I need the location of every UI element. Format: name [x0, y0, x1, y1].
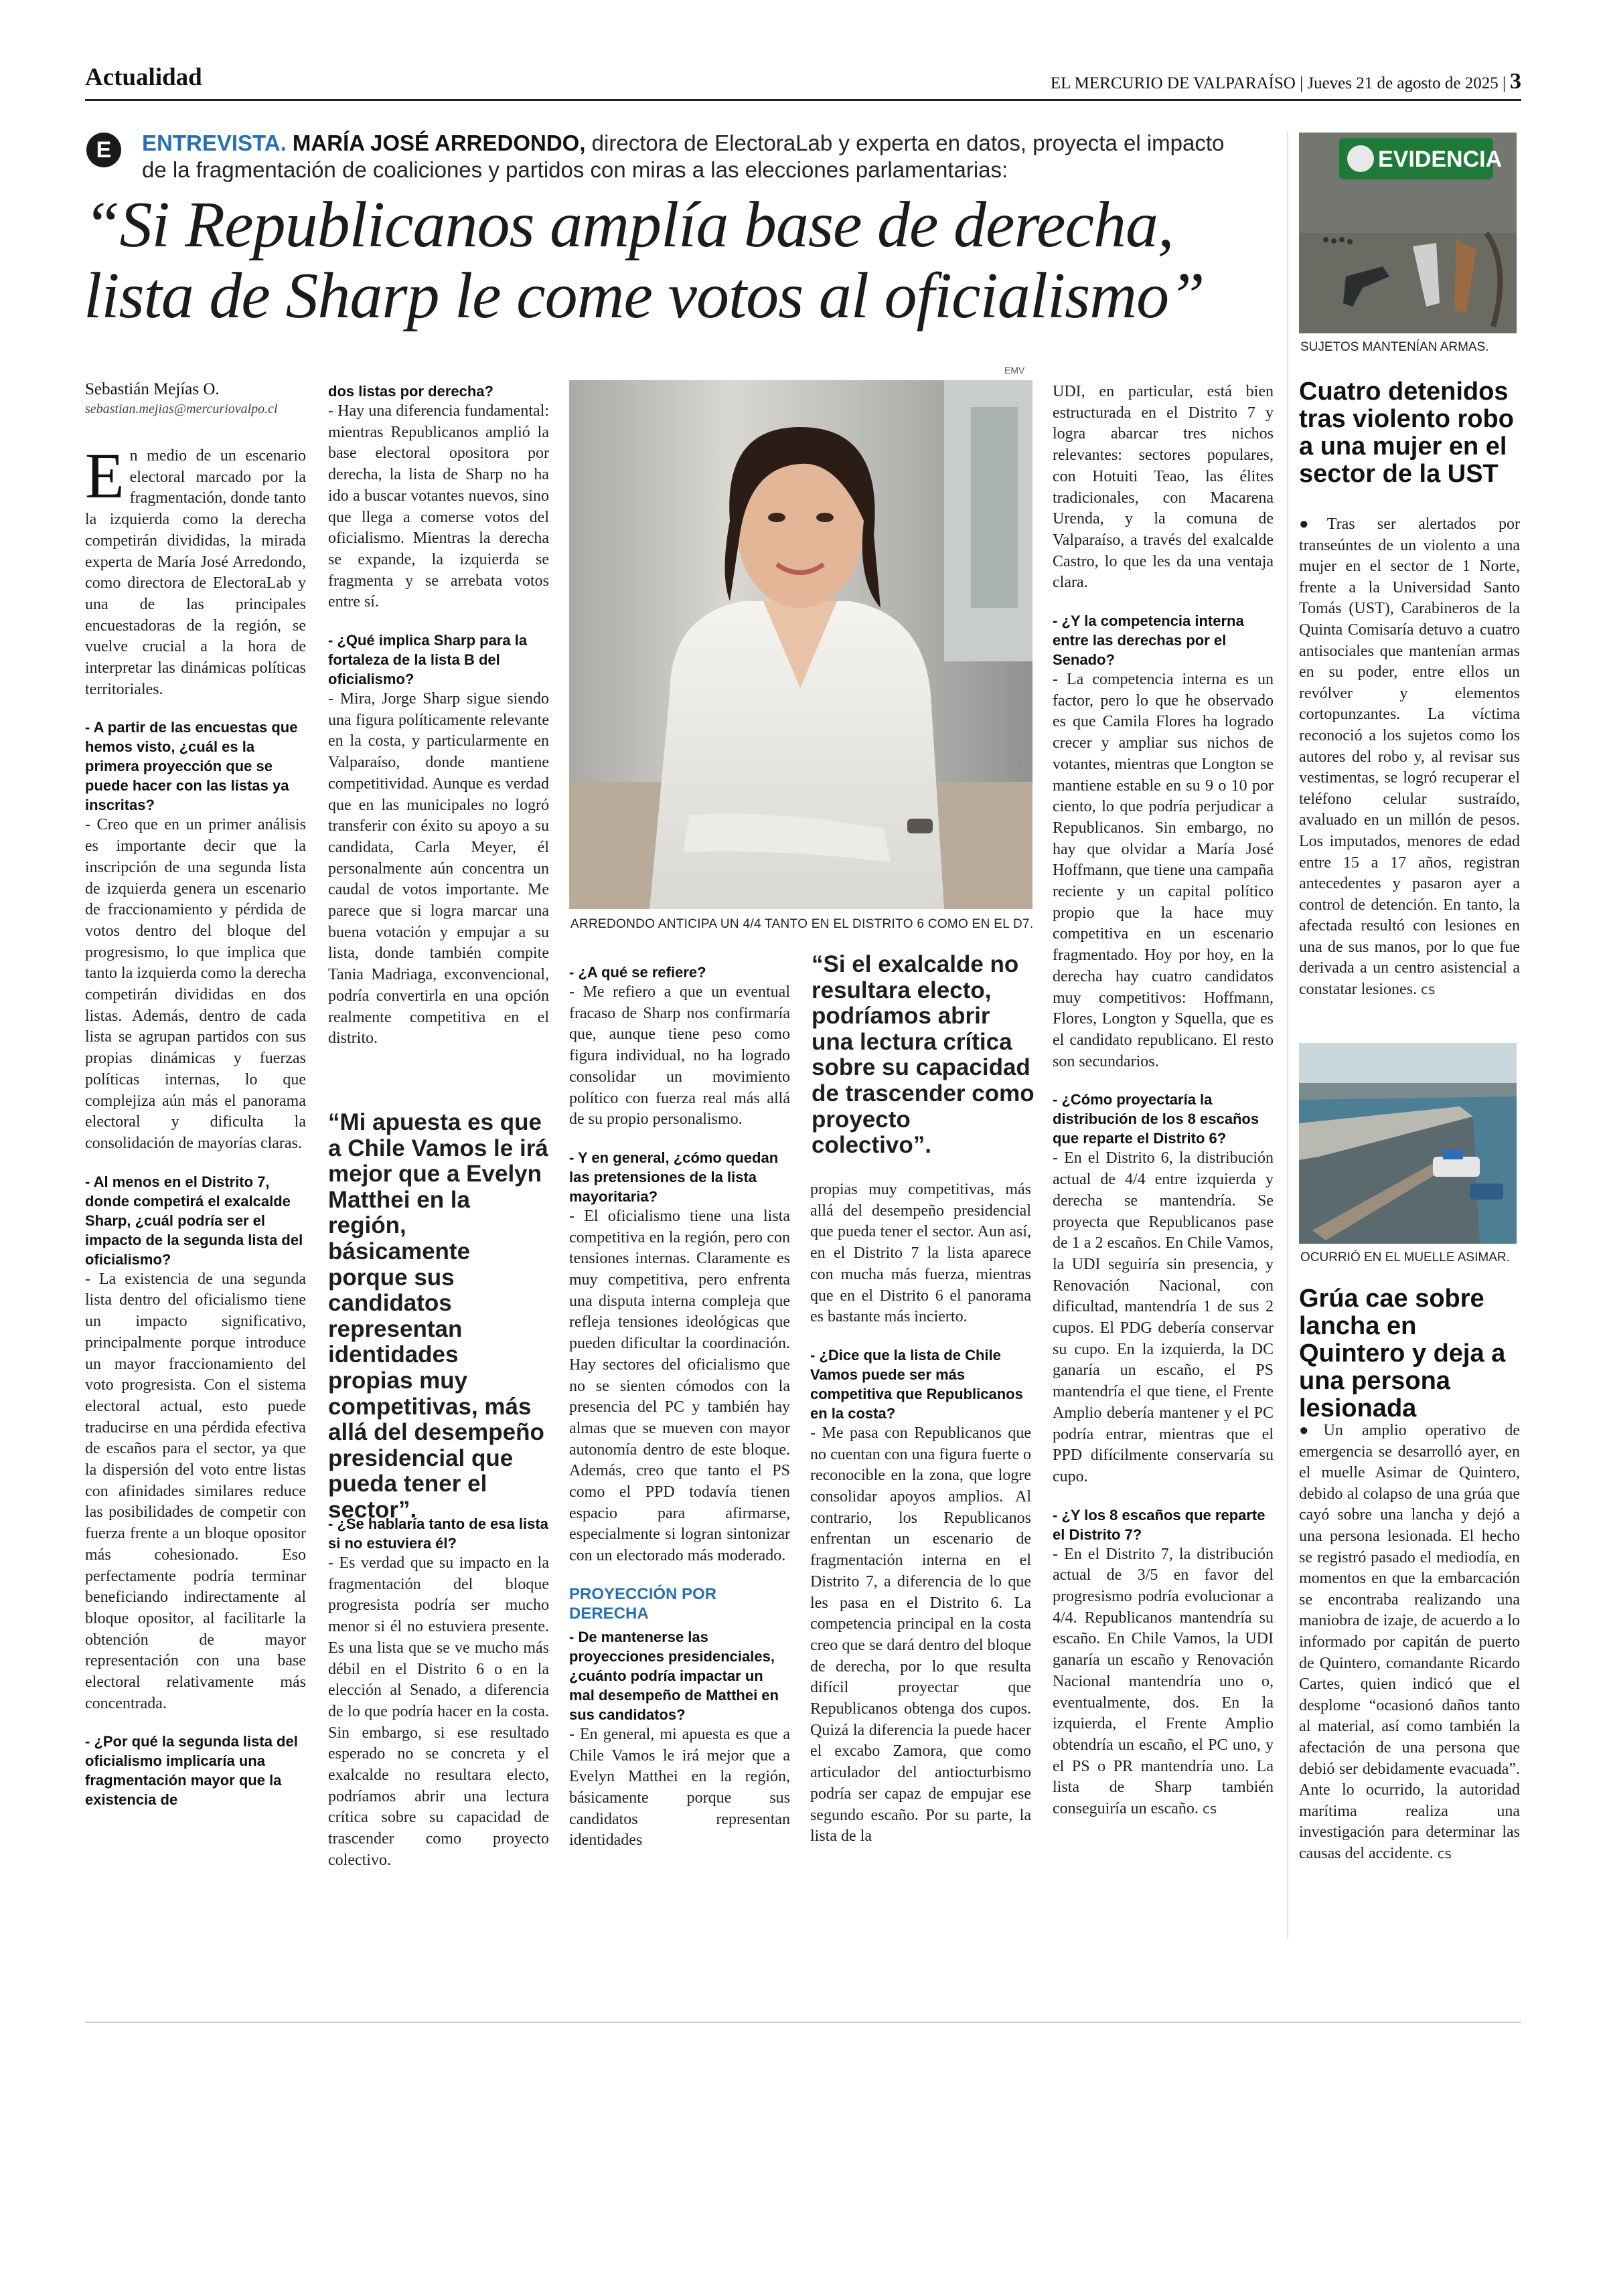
dropcap: E: [85, 440, 125, 511]
story2-caption: OCURRIÓ EN EL MUELLE ASIMAR.: [1300, 1250, 1510, 1264]
question-4: - ¿Qué implica Sharp para la fortaleza de la lista B del oficialismo?: [328, 632, 528, 688]
bullet-icon: ●: [1299, 515, 1327, 533]
question-9: - ¿Dice que la lista de Chile Vamos puede ser más competitiva que Republicanos en la costa?: [810, 1346, 1023, 1422]
answer-11: - En el Distrito 6, la distribución actual de 4/4 entre izquierda y derecha se mantendría. Se proyecta que Republicanos pase de 1 a 2 escaños. En Chile Vamos, la UDI seguiría sin presencia, y Renovación Nacional, con dificultad, mantendría 1 de sus 2 cupos. El PDG debería conservar su cupo. En la izquierda, la DC ganaría un escaño, el PS mantendría el que tiene, el Frente Amplio debería mantener y el PC podría entrar, mientras que el PPD difícilmente conservaría su cupo.: [1053, 1149, 1274, 1485]
question-10: - ¿Y la competencia interna entre las derechas por el Senado?: [1053, 612, 1244, 669]
footer-rule: [85, 2022, 1521, 2023]
answer-12: - En el Distrito 7, la distribución actual de 3/5 en favor del progresismo podría evolucionar a 4/4. Republicanos mantendría su escaño. En Chile Vamos, la UDI ganaría un escaño y Renovación Nacional mantendría uno o, eventualmente, dos. En la izquierda, el Frente Amplio obtendría un escaño, el PC uno, y el PS o PR mantendría uno. La lista de Sharp también conseguiría un escaño.: [1053, 1545, 1274, 1818]
answer-1: - Creo que en un primer análisis es importante decir que la inscripción de una segunda lista de izquierda genera un escenario de fraccionamiento y pérdida de votos dentro del bloque del progresismo, lo que implica que tanto la izquierda como la derecha competirán divididas en dos listas. Además, dentro de cada lista se agrupan partidos con sus propias dinámicas y fuerzas políticas internas, lo que complejiza aún más el panorama electoral y dificulta la consolidación de mayorías claras.: [85, 816, 306, 1152]
answer-3: - Hay una diferencia fundamental: mientras Republicanos amplió la base electoral opositora por derecha, la lista de Sharp no ha ido a buscar votantes nuevos, sino que llega a comerse votos del oficialismo. Mientras la derecha se expande, la izquierda se fragmenta y se arrebata votos entre sí.: [328, 402, 549, 611]
newspaper-name: EL MERCURIO DE VALPARAÍSO: [1050, 74, 1296, 92]
end-mark-icon: cs: [1420, 981, 1436, 998]
article-column-2-lower: [328, 1514, 549, 1872]
question-5: - ¿Se hablaría tanto de esa lista si no estuviera él?: [328, 1515, 548, 1552]
section-label: Actualidad: [85, 64, 202, 91]
lead-paragraph: n medio de un escenario electoral marcado por la fragmentación, donde tanto la izquierda como la derecha competirán divididas, la mirada experta de María José Arredondo, como directora de ElectoraLab y una de las principales encuestadoras de la región, se vuelve crucial a la hora de interpretar las dinámicas políticas territoriales.: [85, 447, 306, 698]
section-subhead: PROYECCIÓN POR DERECHA: [569, 1584, 717, 1623]
byline: [85, 380, 306, 417]
sidebar-divider: [1287, 131, 1288, 1939]
story2-text: Un amplio operativo de emergencia se desarrolló ayer, en el muelle Asimar de Quintero, debido al colapso de una grúa que cayó sobre una lancha y dejó a una persona lesionada. El hecho se registró pasado el mediodía, en momentos en que la embarcación se encontraba realizando una maniobra de izaje, de acuerdo a lo informado por capitán de puerto de Quintero, comandante Ricardo Cartes, quien indicó que el desplome “ocasionó daños tanto al material, así como también la afectación de una persona que debió ser debidamente evacuada”. Ante lo ocurrido, la autoridad marítima realiza una investigación para determinar las causas del accidente.: [1299, 1422, 1520, 1862]
intro-text: directora de ElectoraLab y experta en datos, proyecta el impacto de la fragmentación de coaliciones y partidos con miras a las elecciones parlamentarias:: [142, 131, 1225, 182]
end-mark-icon: cs: [1437, 1845, 1452, 1862]
interview-badge: E: [86, 133, 121, 167]
bullet-icon: ●: [1299, 1422, 1324, 1439]
question-2: - Al menos en el Distrito 7, donde competirá el exalcalde Sharp, ¿cuál podría ser el impacto de la segunda lista del oficialismo?: [85, 1173, 303, 1268]
question-7: - Y en general, ¿cómo quedan las pretensiones de la lista mayoritaria?: [569, 1149, 779, 1205]
evidence-photo: [1299, 133, 1517, 333]
question-8: - De mantenerse las proyecciones presidenciales, ¿cuánto podría impactar un mal desempeño de Matthei en sus candidatos?: [569, 1628, 779, 1723]
interviewee-name: MARÍA JOSÉ ARREDONDO,: [292, 131, 586, 155]
page-number: 3: [1510, 69, 1521, 94]
article-column-1: [85, 440, 306, 1809]
article-column-4: [810, 1179, 1031, 1848]
story2-headline[interactable]: Grúa cae sobre lancha en Quintero y deja a una persona lesionada: [1299, 1285, 1506, 1422]
evidence-badge-label: EVIDENCIA: [1378, 147, 1503, 172]
headline: [84, 189, 1302, 331]
answer-7: - El oficialismo tiene una lista competitiva en la región, pero con tensiones internas. Claramente es muy competitiva, pero enfrenta una disputa interna compleja que refleja tensiones ideológicas que pueden dificultar la coordinación. Hay sectores del oficialismo que no se sienten cómodos con la presencia del PC y también hay almas que se mueven con mayor autonomía dentro de este bloque. Además, creo que tanto el PS como el PPD todavía tienen espacio para afirmarse, especialmente si logran sintonizar con un electorado más moderado.: [569, 1207, 790, 1565]
photo-credit: EMV: [1004, 365, 1025, 376]
interviewee-photo: [569, 380, 1032, 909]
answer-6: - Me refiero a que un eventual fracaso de Sharp nos confirmaría que, aunque tiene peso como figura individual, no ha logrado consolidar un movimiento político con fuerza real más allá de su propio personalismo.: [569, 983, 790, 1129]
newspaper-meta: EL MERCURIO DE VALPARAÍSO | Jueves 21 de agosto de 2025 | 3: [1050, 69, 1521, 94]
answer-4: - Mira, Jorge Sharp sigue siendo una figura políticamente relevante en la costa, y particularmente en Valparaíso, donde mantiene competitividad. Aunque es verdad que en las municipales no logró transferir con éxito su apoyo a su candidata, Carla Meyer, él personalmente aún concentra un caudal de votos importante. Me parece que si logra marcar una buena votación y empujar a su lista, donde también compite Tania Madriaga, exconvencional, podría convertirla en una opción realmente competitiva en el distrito.: [328, 690, 549, 1048]
story2-body: [1299, 1420, 1520, 1864]
article-column-2: [328, 382, 549, 1050]
header-rule: [85, 99, 1521, 101]
answer-5: - Es verdad que su impacto en la fragmentación del bloque progresista podría ser mucho menor si él no estuviera presente. Es una lista que se ve mucho más débil en el Distrito 6 o en la elección al Senado, a diferencia de lo que podría hacer en la costa. Sin embargo, si ese resultado esperado no se concreta y el exalcalde no resultara electo, podríamos abrir una lectura crítica sobre su capacidad de trascender como proyecto colectivo.: [328, 1554, 549, 1869]
answer-9: - Me pasa con Republicanos que no cuentan con una figura fuerte o reconocible en la zona, que logre consolidar apoyos amplios. Al contrario, los Republicanos enfrentan un escenario de fragmentación interna en el Distrito 7, a diferencia de lo que les pasa en el Distrito 6. La competencia principal en la costa creo que se dará dentro del bloque de derecha, por lo que resulta difícil proyectar que Republicanos obtenga dos cupos. Quizá la diferencia la puede hacer el excabo Zamora, que como articulador del antiocturbismo podría ser capaz de empujar ese segundo escaño. Por su parte, la lista de la: [810, 1424, 1031, 1846]
story1-caption: SUJETOS MANTENÍAN ARMAS.: [1300, 340, 1489, 354]
article-intro: [142, 130, 1247, 183]
question-3-continued: dos listas por derecha?: [328, 383, 493, 400]
question-12: - ¿Y los 8 escaños que reparte el Distrito 7?: [1053, 1506, 1266, 1543]
question-11: - ¿Cómo proyectaría la distribución de los 8 escaños que reparte el Distrito 6?: [1053, 1091, 1259, 1147]
dock-photo: [1299, 1043, 1517, 1244]
photo-caption: ARREDONDO ANTICIPA UN 4/4 TANTO EN EL DISTRITO 6 COMO EN EL D7.: [570, 917, 1034, 931]
pull-quote-1: “Mi apuesta es que a Chile Vamos le irá mejor que a Evelyn Matthei en la región, básicamente porque sus candidatos representan identidades propias muy competitivas, más allá del desempeño presidencial que pueda tener el sector”.: [328, 1109, 548, 1523]
headline-line-1: “Si Republicanos amplía base de derecha,: [84, 189, 1174, 261]
answer-2: - La existencia de una segunda lista dentro del oficialismo tiene un impacto significativo, principalmente porque introduce un mayor fraccionamiento del voto progresista. Con el sistema electoral actual, esto puede traducirse en una pérdida efectiva de escaños para el sector, ya que la dispersión del voto entre listas con afinidades similares reduce las posibilidades de competir con fuerza frente a un bloque opositor más cohesionado. Eso perfectamente podría terminar beneficiando indirectamente al bloque opositor, al facilitarle la obtención de mayor representación con una base electoral relativamente más concentrada.: [85, 1270, 306, 1712]
author-name: Sebastián Mejías O.: [85, 380, 220, 398]
end-mark-icon: cs: [1202, 1801, 1217, 1817]
question-1: - A partir de las encuestas que hemos visto, ¿cuál es la primera proyección que se puede hacer con las listas ya inscritas?: [85, 719, 298, 814]
pull-quote-2: “Si el exalcalde no resultara electo, podríamos abrir una lectura crítica sobre su capacidad de trascender como proyecto colectivo”.: [812, 951, 1035, 1159]
answer-8: - En general, mi apuesta es que a Chile Vamos le irá mejor que a Evelyn Matthei en la región, básicamente porque sus candidatos representan identidades: [569, 1725, 790, 1850]
headline-line-2: lista de Sharp le come votos al oficialismo”: [84, 260, 1205, 332]
answer-8-continued: propias muy competitivas, más allá del desempeño presidencial que pueda tener el sector. Aun así, en el Distrito 7 la lista aparece con mucha más fuerza, mientras que en el Distrito 6 el panorama es bastante más incierto.: [810, 1181, 1031, 1326]
author-email[interactable]: sebastian.mejias@mercuriovalpo.cl: [85, 402, 278, 416]
story1-body: [1299, 514, 1520, 1001]
story1-headline[interactable]: Cuatro detenidos tras violento robo a una mujer en el sector de la UST: [1299, 378, 1514, 488]
article-column-5: [1053, 382, 1274, 1820]
question-3: - ¿Por qué la segunda lista del oficialismo implicaría una fragmentación mayor que la existencia de: [85, 1733, 298, 1809]
question-6: - ¿A qué se refiere?: [569, 964, 706, 981]
answer-9-continued: UDI, en particular, está bien estructurada en el Distrito 7 y logra abarcar tres nichos relevantes: sectores populares, con Hotuiti Teao, las élites tradicionales, con Macarena Urenda, y la comuna de Valparaíso, a través del exalcalde Castro, lo que les da una ventaja clara.: [1053, 383, 1274, 592]
article-column-3: [569, 963, 790, 1852]
article-kicker: ENTREVISTA.: [142, 131, 287, 155]
answer-10: - La competencia interna es un factor, pero lo que he observado es que Camila Flores ha logrado crecer y ampliar sus nichos de votantes, mientras que Longton se mantiene estable en su 9 o 10 por ciento, lo que podría perjudicar a Republicanos. Sin embargo, no hay que olvidar a María José Hoffmann, que tiene una campaña reciente y un capital político propio que la hace muy competitiva en un escenario fragmentado. Hoy por hoy, en la derecha hay cuatro candidatos muy competitivos: Hoffmann, Flores, Longton y Squella, que es el candidato republicano. El resto son secundarios.: [1053, 671, 1274, 1070]
portrait-illustration: [569, 380, 1032, 909]
story1-text: Tras ser alertados por transeúntes de un violento a una mujer en el sector de 1 Norte, frente a la Universidad Santo Tomás (UST), Carabineros de la Quinta Comisaría detuvo a cuatro antisociales que mantenían armas en su poder, entre ellos un revólver y elementos cortopunzantes. La víctima reconoció a los sujetos como los autores del robo y, al revisar sus vestimentas, se logró recuperar el teléfono celular sustraído, avaluado en un millón de pesos. Los imputados, menores de edad entre 15 a 17 años, registran antecedentes y pasaron ayer a control de detención. En tanto, la afectada resultó con lesiones en una de sus manos, por lo que fue derivada a un centro asistencial a constatar lesiones.: [1299, 515, 1521, 999]
issue-date: Jueves 21 de agosto de 2025: [1307, 74, 1499, 92]
